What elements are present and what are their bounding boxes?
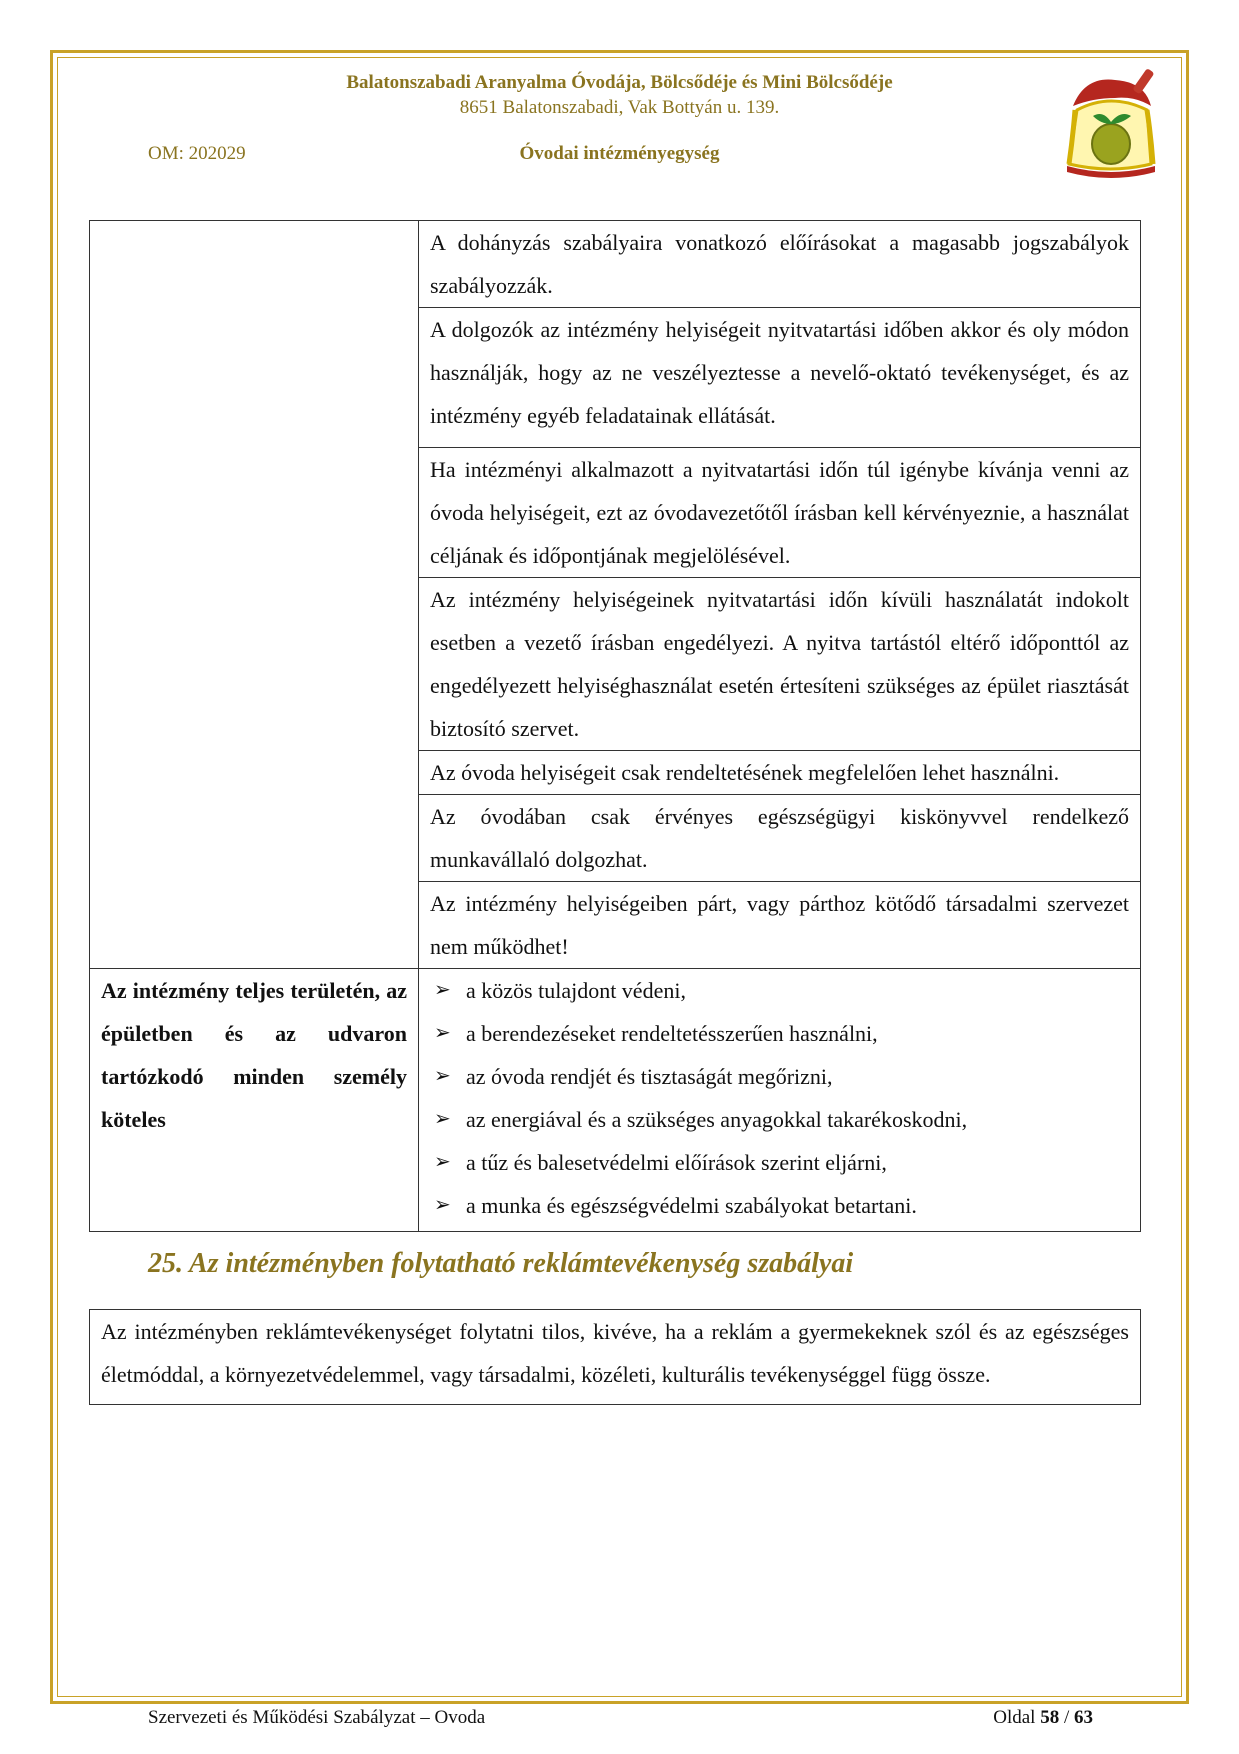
footer-doc-title: Szervezeti és Működési Szabályzat – Ovoda (148, 1707, 486, 1728)
arrow-bullet-icon: ➢ (434, 1151, 451, 1173)
empty-left-cell (90, 221, 419, 969)
arrow-bullet-icon: ➢ (434, 979, 451, 1001)
rule-row: Az óvoda helyiségeit csak rendeltetésének megfelelően lehet használni. (419, 751, 1141, 795)
arrow-bullet-icon: ➢ (434, 1194, 451, 1216)
section-title: 25. Az intézményben folytatható reklámtevékenység szabályai (148, 1248, 854, 1279)
institution-address: 8651 Balatonszabadi, Vak Bottyán u. 139. (459, 97, 780, 118)
page-number: Oldal 58 / 63 (993, 1707, 1093, 1728)
rule-row: Az intézmény helyiségeiben párt, vagy párthoz kötődő társadalmi szervezet nem működhet! (419, 882, 1141, 969)
institution-name: Balatonszabadi Aranyalma Óvodája, Bölcsődéje és Mini Bölcsődéje (346, 72, 893, 93)
list-item: ➢ a berendezéseket rendeltetésszerűen használni, (430, 1012, 1129, 1055)
rule-row: A dohányzás szabályaira vonatkozó előírásokat a magasabb jogszabályok szabályozzák. (419, 221, 1141, 308)
rule-row-text: A dolgozók az intézmény helyiségeit nyitvatartási időben akkor és oly módon használják, hogy az ne veszélyeztesse a nevelő-oktató tevékenységet, és az intézmény egyéb feladatainak ellátását. (430, 317, 1129, 428)
section-text-box: Az intézményben reklámtevékenységet folytatni tilos, kivéve, ha a reklám a gyermekeknek szól és az egészséges életmóddal, a környezetvédelemmel, vagy társadalmi, közéleti, kulturális tevékenységgel függ össze. (89, 1309, 1141, 1405)
rule-row: Az óvodában csak érvényes egészségügyi kiskönyvvel rendelkező munkavállaló dolgozhat. (419, 795, 1141, 882)
obligation-list (430, 969, 1129, 1231)
rules-table (89, 220, 1141, 1232)
arrow-bullet-icon: ➢ (434, 1108, 451, 1130)
arrow-bullet-icon: ➢ (434, 1022, 451, 1044)
rule-row: Az intézmény helyiségeinek nyitvatartási időn kívüli használatát indokolt esetben a vezető írásban engedélyezi. A nyitva tartástól eltérő időponttól az engedélyezett helyiséghasználat esetén értesíteni szükséges az épület riasztását biztosító szervet. (419, 578, 1141, 751)
list-item: ➢ a tűz és balesetvédelmi előírások szerint eljárni, (430, 1141, 1129, 1184)
unit-name: Óvodai intézményegység (519, 143, 720, 164)
apple-bell-logo-icon (1055, 66, 1165, 184)
rule-row (419, 308, 1141, 448)
obligation-list-cell (419, 969, 1141, 1232)
list-item: ➢ az energiával és a szükséges anyagokkal takarékoskodni, (430, 1098, 1129, 1141)
list-item: ➢ a közös tulajdont védeni, (430, 969, 1129, 1012)
obligation-label: Az intézmény teljes területén, az épületben és az udvaron tartózkodó minden személy köteles (90, 969, 419, 1232)
om-number: OM: 202029 (148, 143, 246, 164)
rule-row: Ha intézményi alkalmazott a nyitvatartási időn túl igénybe kívánja venni az óvoda helyiségeit, ezt az óvodavezetőtől írásban kell kérvényeznie, a használat céljának és időpontjának megjelölésével. (419, 448, 1141, 578)
list-item: ➢ a munka és egészségvédelmi szabályokat betartani. (430, 1184, 1129, 1227)
arrow-bullet-icon: ➢ (434, 1065, 451, 1087)
list-item: ➢ az óvoda rendjét és tisztaságát megőrizni, (430, 1055, 1129, 1098)
